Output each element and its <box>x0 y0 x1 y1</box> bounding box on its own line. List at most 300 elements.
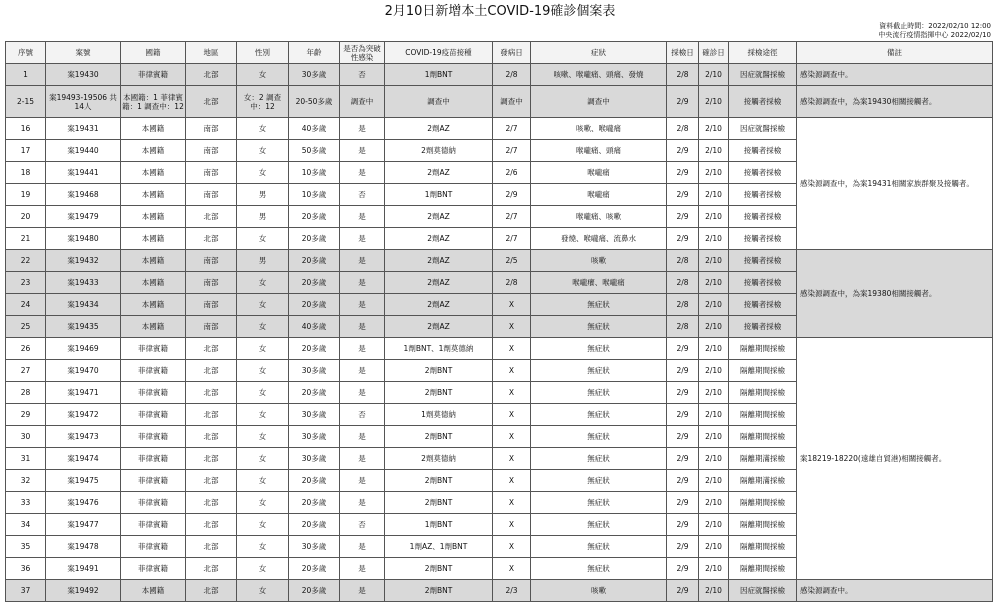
test-date-cell: 2/8 <box>667 250 699 272</box>
breakthrough-cell: 是 <box>340 448 385 470</box>
region-cell: 北部 <box>186 514 237 536</box>
column-header-case-no: 案號 <box>46 42 121 64</box>
onset-cell: X <box>493 448 531 470</box>
vaccine-cell: 1劑BNT <box>385 64 493 86</box>
case-no-cell: 案19491 <box>46 558 121 580</box>
onset-cell: 2/7 <box>493 228 531 250</box>
route-cell: 因症就醫採檢 <box>729 580 797 602</box>
age-cell: 30多歲 <box>289 360 340 382</box>
seq-cell: 26 <box>6 338 46 360</box>
symptom-cell: 無症狀 <box>531 404 667 426</box>
nationality-cell: 菲律賓籍 <box>121 492 186 514</box>
vaccine-cell: 1劑AZ、1劑BNT <box>385 536 493 558</box>
confirm-date-cell: 2/10 <box>699 338 729 360</box>
sex-cell: 女：2 調查中：12 <box>237 86 289 118</box>
age-cell: 30多歲 <box>289 448 340 470</box>
vaccine-cell: 2劑AZ <box>385 294 493 316</box>
vaccine-cell: 2劑AZ <box>385 316 493 338</box>
onset-cell: 2/7 <box>493 206 531 228</box>
symptom-cell: 無症狀 <box>531 492 667 514</box>
route-cell: 接觸者採檢 <box>729 86 797 118</box>
confirm-date-cell: 2/10 <box>699 316 729 338</box>
onset-cell: X <box>493 514 531 536</box>
route-cell: 接觸者採檢 <box>729 250 797 272</box>
sex-cell: 女 <box>237 228 289 250</box>
test-date-cell: 2/8 <box>667 118 699 140</box>
age-cell: 30多歲 <box>289 426 340 448</box>
breakthrough-cell: 是 <box>340 294 385 316</box>
breakthrough-cell: 是 <box>340 272 385 294</box>
age-cell: 20多歲 <box>289 272 340 294</box>
sex-cell: 女 <box>237 140 289 162</box>
route-cell: 接觸者採檢 <box>729 272 797 294</box>
symptom-cell: 喉嚨癢、喉嚨痛 <box>531 272 667 294</box>
table-row <box>6 580 993 602</box>
confirm-date-cell: 2/10 <box>699 162 729 184</box>
symptom-cell: 喉嚨痛、頭痛 <box>531 140 667 162</box>
nationality-cell: 菲律賓籍 <box>121 426 186 448</box>
route-cell: 接觸者採檢 <box>729 294 797 316</box>
case-no-cell: 案19477 <box>46 514 121 536</box>
route-cell: 隔離期間採檢 <box>729 382 797 404</box>
symptom-cell: 無症狀 <box>531 316 667 338</box>
confirm-date-cell: 2/10 <box>699 140 729 162</box>
age-cell: 40多歲 <box>289 118 340 140</box>
breakthrough-cell: 是 <box>340 140 385 162</box>
nationality-cell: 本國籍 <box>121 580 186 602</box>
case-table <box>5 41 993 602</box>
age-cell: 20多歲 <box>289 580 340 602</box>
region-cell: 北部 <box>186 206 237 228</box>
route-cell: 接觸者採檢 <box>729 162 797 184</box>
column-header-test-route: 採檢途徑 <box>729 42 797 64</box>
region-cell: 北部 <box>186 338 237 360</box>
nationality-cell: 菲律賓籍 <box>121 64 186 86</box>
onset-cell: X <box>493 558 531 580</box>
sex-cell: 女 <box>237 162 289 184</box>
case-no-cell: 案19469 <box>46 338 121 360</box>
region-cell: 北部 <box>186 536 237 558</box>
route-cell: 接觸者採檢 <box>729 206 797 228</box>
seq-cell: 33 <box>6 492 46 514</box>
onset-cell: X <box>493 382 531 404</box>
vaccine-cell: 2劑AZ <box>385 162 493 184</box>
symptom-cell: 調查中 <box>531 86 667 118</box>
confirm-date-cell: 2/10 <box>699 360 729 382</box>
breakthrough-cell: 是 <box>340 470 385 492</box>
seq-cell: 30 <box>6 426 46 448</box>
vaccine-cell: 2劑AZ <box>385 272 493 294</box>
table-row <box>6 250 993 272</box>
route-cell: 隔離期間採檢 <box>729 514 797 536</box>
route-cell: 隔離期間採檢 <box>729 338 797 360</box>
age-cell: 20多歲 <box>289 382 340 404</box>
nationality-cell: 菲律賓籍 <box>121 514 186 536</box>
symptom-cell: 喉嚨痛、咳嗽 <box>531 206 667 228</box>
route-cell: 接觸者採檢 <box>729 316 797 338</box>
test-date-cell: 2/9 <box>667 536 699 558</box>
age-cell: 20多歲 <box>289 492 340 514</box>
confirm-date-cell: 2/10 <box>699 536 729 558</box>
symptom-cell: 無症狀 <box>531 426 667 448</box>
seq-cell: 28 <box>6 382 46 404</box>
vaccine-cell: 2劑AZ <box>385 118 493 140</box>
nationality-cell: 本國籍 <box>121 272 186 294</box>
table-row <box>6 64 993 86</box>
case-no-cell: 案19475 <box>46 470 121 492</box>
test-date-cell: 2/9 <box>667 184 699 206</box>
region-cell: 北部 <box>186 382 237 404</box>
test-date-cell: 2/8 <box>667 64 699 86</box>
region-cell: 北部 <box>186 404 237 426</box>
confirm-date-cell: 2/10 <box>699 514 729 536</box>
column-header-sex: 性別 <box>237 42 289 64</box>
age-cell: 10多歲 <box>289 162 340 184</box>
region-cell: 北部 <box>186 558 237 580</box>
test-date-cell: 2/9 <box>667 140 699 162</box>
column-header-onset-date: 發病日 <box>493 42 531 64</box>
seq-cell: 16 <box>6 118 46 140</box>
confirm-date-cell: 2/10 <box>699 206 729 228</box>
age-cell: 30多歲 <box>289 536 340 558</box>
region-cell: 南部 <box>186 294 237 316</box>
column-header-nationality: 國籍 <box>121 42 186 64</box>
route-cell: 接觸者採檢 <box>729 228 797 250</box>
nationality-cell: 本國籍 <box>121 316 186 338</box>
case-no-cell: 案19441 <box>46 162 121 184</box>
nationality-cell: 菲律賓籍 <box>121 536 186 558</box>
age-cell: 30多歲 <box>289 404 340 426</box>
breakthrough-cell: 是 <box>340 492 385 514</box>
vaccine-cell: 2劑BNT <box>385 382 493 404</box>
case-no-cell: 案19493-19506 共14人 <box>46 86 121 118</box>
region-cell: 北部 <box>186 492 237 514</box>
nationality-cell: 本國籍 <box>121 250 186 272</box>
sex-cell: 男 <box>237 206 289 228</box>
remark-cell: 感染源調查中，為案19430相關接觸者。 <box>797 86 993 118</box>
seq-cell: 23 <box>6 272 46 294</box>
vaccine-cell: 調查中 <box>385 86 493 118</box>
seq-cell: 35 <box>6 536 46 558</box>
confirm-date-cell: 2/10 <box>699 118 729 140</box>
vaccine-cell: 2劑BNT <box>385 470 493 492</box>
seq-cell: 17 <box>6 140 46 162</box>
route-cell: 隔離期間採檢 <box>729 404 797 426</box>
onset-cell: 2/8 <box>493 64 531 86</box>
column-header-region: 地區 <box>186 42 237 64</box>
age-cell: 20多歲 <box>289 250 340 272</box>
age-cell: 50多歲 <box>289 140 340 162</box>
region-cell: 南部 <box>186 272 237 294</box>
column-header-vaccine: COVID-19疫苗接種 <box>385 42 493 64</box>
data-cutoff-time: 資料截止時間：2022/02/10 12:00 <box>879 22 991 30</box>
test-date-cell: 2/9 <box>667 206 699 228</box>
issuing-agency: 中央流行疫情指揮中心 2022/02/10 <box>878 31 991 39</box>
confirm-date-cell: 2/10 <box>699 448 729 470</box>
sex-cell: 男 <box>237 250 289 272</box>
seq-cell: 1 <box>6 64 46 86</box>
nationality-cell: 菲律賓籍 <box>121 448 186 470</box>
breakthrough-cell: 否 <box>340 514 385 536</box>
region-cell: 北部 <box>186 448 237 470</box>
age-cell: 20多歲 <box>289 558 340 580</box>
nationality-cell: 菲律賓籍 <box>121 558 186 580</box>
age-cell: 20多歲 <box>289 294 340 316</box>
onset-cell: 2/7 <box>493 140 531 162</box>
onset-cell: X <box>493 338 531 360</box>
sex-cell: 女 <box>237 536 289 558</box>
confirm-date-cell: 2/10 <box>699 580 729 602</box>
column-header-seq: 序號 <box>6 42 46 64</box>
region-cell: 南部 <box>186 250 237 272</box>
case-no-cell: 案19431 <box>46 118 121 140</box>
vaccine-cell: 2劑AZ <box>385 206 493 228</box>
sex-cell: 女 <box>237 558 289 580</box>
breakthrough-cell: 是 <box>340 118 385 140</box>
case-no-cell: 案19433 <box>46 272 121 294</box>
nationality-cell: 本國籍 <box>121 294 186 316</box>
route-cell: 隔離期間採檢 <box>729 558 797 580</box>
vaccine-cell: 2劑莫德納 <box>385 448 493 470</box>
test-date-cell: 2/9 <box>667 338 699 360</box>
region-cell: 北部 <box>186 580 237 602</box>
remark-cell: 感染源調查中。 <box>797 580 993 602</box>
test-date-cell: 2/9 <box>667 382 699 404</box>
breakthrough-cell: 是 <box>340 316 385 338</box>
nationality-cell: 菲律賓籍 <box>121 382 186 404</box>
nationality-cell: 菲律賓籍 <box>121 360 186 382</box>
route-cell: 隔離期滿採檢 <box>729 470 797 492</box>
case-no-cell: 案19476 <box>46 492 121 514</box>
remark-cell: 感染源調查中，為案19431相關家族群聚及接觸者。 <box>797 118 993 250</box>
vaccine-cell: 1劑BNT <box>385 184 493 206</box>
column-header-symptoms: 症狀 <box>531 42 667 64</box>
column-header-confirm-date: 確診日 <box>699 42 729 64</box>
onset-cell: X <box>493 470 531 492</box>
onset-cell: 2/3 <box>493 580 531 602</box>
vaccine-cell: 2劑BNT <box>385 580 493 602</box>
seq-cell: 18 <box>6 162 46 184</box>
symptom-cell: 無症狀 <box>531 360 667 382</box>
test-date-cell: 2/9 <box>667 492 699 514</box>
sex-cell: 女 <box>237 404 289 426</box>
breakthrough-cell: 是 <box>340 580 385 602</box>
remark-cell: 案18219-18220(遠雄自貿港)相關接觸者。 <box>797 338 993 580</box>
symptom-cell: 喉嚨痛 <box>531 162 667 184</box>
age-cell: 20多歲 <box>289 228 340 250</box>
confirm-date-cell: 2/10 <box>699 228 729 250</box>
breakthrough-cell: 調查中 <box>340 86 385 118</box>
vaccine-cell: 2劑BNT <box>385 558 493 580</box>
sex-cell: 女 <box>237 492 289 514</box>
sex-cell: 女 <box>237 360 289 382</box>
seq-cell: 25 <box>6 316 46 338</box>
case-no-cell: 案19471 <box>46 382 121 404</box>
test-date-cell: 2/9 <box>667 580 699 602</box>
breakthrough-cell: 是 <box>340 162 385 184</box>
nationality-cell: 本國籍 <box>121 184 186 206</box>
breakthrough-cell: 否 <box>340 184 385 206</box>
age-cell: 30多歲 <box>289 64 340 86</box>
seq-cell: 37 <box>6 580 46 602</box>
test-date-cell: 2/8 <box>667 294 699 316</box>
table-row <box>6 118 993 140</box>
remark-cell: 感染源調查中，為案19380相關接觸者。 <box>797 250 993 338</box>
sex-cell: 女 <box>237 272 289 294</box>
test-date-cell: 2/9 <box>667 558 699 580</box>
column-header-age: 年齡 <box>289 42 340 64</box>
region-cell: 南部 <box>186 162 237 184</box>
vaccine-cell: 1劑BNT <box>385 514 493 536</box>
breakthrough-cell: 是 <box>340 228 385 250</box>
confirm-date-cell: 2/10 <box>699 184 729 206</box>
onset-cell: X <box>493 316 531 338</box>
test-date-cell: 2/9 <box>667 228 699 250</box>
confirm-date-cell: 2/10 <box>699 426 729 448</box>
table-row <box>6 86 993 118</box>
test-date-cell: 2/9 <box>667 514 699 536</box>
vaccine-cell: 2劑BNT <box>385 426 493 448</box>
breakthrough-cell: 是 <box>340 360 385 382</box>
case-no-cell: 案19435 <box>46 316 121 338</box>
case-no-cell: 案19432 <box>46 250 121 272</box>
nationality-cell: 本國籍 <box>121 206 186 228</box>
case-no-cell: 案19479 <box>46 206 121 228</box>
case-no-cell: 案19473 <box>46 426 121 448</box>
sex-cell: 女 <box>237 426 289 448</box>
onset-cell: 2/9 <box>493 184 531 206</box>
symptom-cell: 喉嚨痛 <box>531 184 667 206</box>
onset-cell: 2/6 <box>493 162 531 184</box>
confirm-date-cell: 2/10 <box>699 404 729 426</box>
nationality-cell: 本國籍 <box>121 228 186 250</box>
region-cell: 北部 <box>186 360 237 382</box>
route-cell: 因症就醫採檢 <box>729 118 797 140</box>
case-no-cell: 案19474 <box>46 448 121 470</box>
sex-cell: 女 <box>237 316 289 338</box>
seq-cell: 27 <box>6 360 46 382</box>
case-no-cell: 案19468 <box>46 184 121 206</box>
route-cell: 接觸者採檢 <box>729 184 797 206</box>
region-cell: 南部 <box>186 184 237 206</box>
age-cell: 10多歲 <box>289 184 340 206</box>
region-cell: 北部 <box>186 228 237 250</box>
age-cell: 20-50多歲 <box>289 86 340 118</box>
region-cell: 北部 <box>186 470 237 492</box>
onset-cell: X <box>493 536 531 558</box>
symptom-cell: 咳嗽、喉嚨痛、頭痛、發燒 <box>531 64 667 86</box>
region-cell: 北部 <box>186 64 237 86</box>
sex-cell: 女 <box>237 514 289 536</box>
test-date-cell: 2/8 <box>667 272 699 294</box>
case-no-cell: 案19470 <box>46 360 121 382</box>
route-cell: 隔離期間採檢 <box>729 426 797 448</box>
route-cell: 隔離期滿採檢 <box>729 448 797 470</box>
symptom-cell: 無症狀 <box>531 448 667 470</box>
page-title: 2月10日新增本土COVID-19確診個案表 <box>384 4 616 19</box>
seq-cell: 24 <box>6 294 46 316</box>
remark-cell: 感染源調查中。 <box>797 64 993 86</box>
symptom-cell: 無症狀 <box>531 338 667 360</box>
seq-cell: 32 <box>6 470 46 492</box>
sex-cell: 女 <box>237 294 289 316</box>
seq-cell: 22 <box>6 250 46 272</box>
onset-cell: 2/8 <box>493 272 531 294</box>
case-no-cell: 案19472 <box>46 404 121 426</box>
sex-cell: 女 <box>237 580 289 602</box>
symptom-cell: 無症狀 <box>531 558 667 580</box>
route-cell: 隔離期間採檢 <box>729 360 797 382</box>
onset-cell: X <box>493 492 531 514</box>
age-cell: 20多歲 <box>289 470 340 492</box>
region-cell: 北部 <box>186 86 237 118</box>
onset-cell: X <box>493 404 531 426</box>
column-header-remarks: 備註 <box>797 42 993 64</box>
case-no-cell: 案19478 <box>46 536 121 558</box>
onset-cell: 2/5 <box>493 250 531 272</box>
seq-cell: 2-15 <box>6 86 46 118</box>
test-date-cell: 2/9 <box>667 404 699 426</box>
seq-cell: 19 <box>6 184 46 206</box>
age-cell: 20多歲 <box>289 514 340 536</box>
nationality-cell: 本國籍 <box>121 162 186 184</box>
onset-cell: 2/7 <box>493 118 531 140</box>
confirm-date-cell: 2/10 <box>699 382 729 404</box>
symptom-cell: 無症狀 <box>531 294 667 316</box>
sex-cell: 女 <box>237 118 289 140</box>
breakthrough-cell: 是 <box>340 338 385 360</box>
vaccine-cell: 2劑BNT <box>385 492 493 514</box>
route-cell: 因症就醫採檢 <box>729 64 797 86</box>
seq-cell: 31 <box>6 448 46 470</box>
confirm-date-cell: 2/10 <box>699 272 729 294</box>
test-date-cell: 2/9 <box>667 426 699 448</box>
age-cell: 20多歲 <box>289 338 340 360</box>
onset-cell: X <box>493 426 531 448</box>
test-date-cell: 2/9 <box>667 470 699 492</box>
vaccine-cell: 1劑莫德納 <box>385 404 493 426</box>
vaccine-cell: 2劑BNT <box>385 360 493 382</box>
test-date-cell: 2/9 <box>667 448 699 470</box>
test-date-cell: 2/9 <box>667 86 699 118</box>
confirm-date-cell: 2/10 <box>699 492 729 514</box>
region-cell: 南部 <box>186 118 237 140</box>
case-table-body <box>6 42 993 602</box>
region-cell: 北部 <box>186 426 237 448</box>
case-no-cell: 案19430 <box>46 64 121 86</box>
age-cell: 20多歲 <box>289 206 340 228</box>
breakthrough-cell: 是 <box>340 536 385 558</box>
seq-cell: 21 <box>6 228 46 250</box>
confirm-date-cell: 2/10 <box>699 470 729 492</box>
confirm-date-cell: 2/10 <box>699 64 729 86</box>
nationality-cell: 菲律賓籍 <box>121 404 186 426</box>
seq-cell: 34 <box>6 514 46 536</box>
onset-cell: X <box>493 294 531 316</box>
sex-cell: 女 <box>237 470 289 492</box>
symptom-cell: 無症狀 <box>531 470 667 492</box>
breakthrough-cell: 是 <box>340 382 385 404</box>
breakthrough-cell: 是 <box>340 426 385 448</box>
test-date-cell: 2/9 <box>667 360 699 382</box>
case-no-cell: 案19492 <box>46 580 121 602</box>
test-date-cell: 2/8 <box>667 316 699 338</box>
nationality-cell: 本國籍 <box>121 140 186 162</box>
region-cell: 南部 <box>186 316 237 338</box>
nationality-cell: 本國籍 <box>121 118 186 140</box>
sex-cell: 男 <box>237 184 289 206</box>
seq-cell: 20 <box>6 206 46 228</box>
